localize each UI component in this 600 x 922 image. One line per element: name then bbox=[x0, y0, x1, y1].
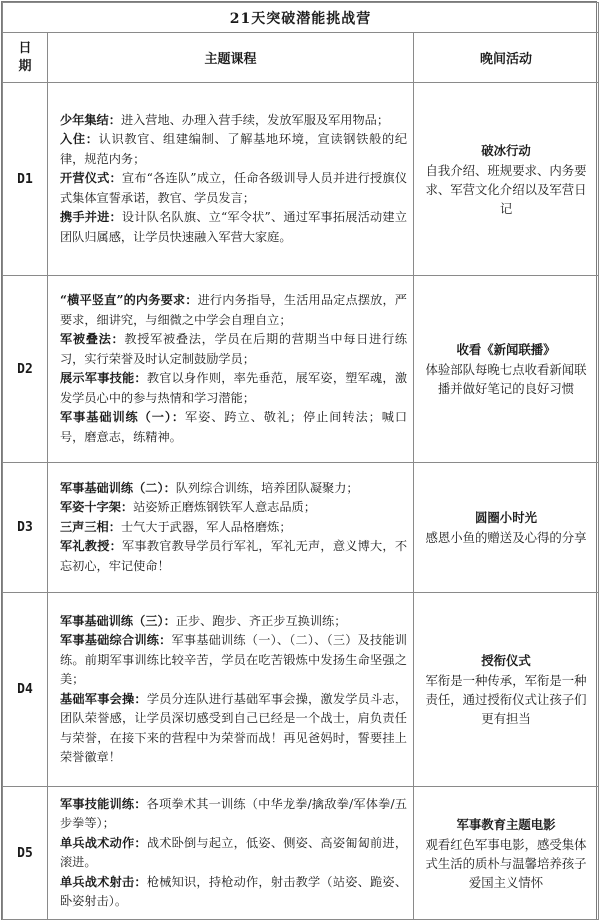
course-item-label: 军事基础综合训练： bbox=[60, 633, 172, 647]
evening-cell bbox=[414, 593, 599, 787]
evening-cell bbox=[414, 787, 599, 920]
header-course: 主题课程 bbox=[48, 33, 414, 83]
course-item bbox=[60, 612, 407, 632]
course-item bbox=[60, 291, 407, 330]
course-item bbox=[60, 518, 407, 538]
course-item-label: 单兵战术动作： bbox=[60, 835, 147, 850]
day-label: D1 bbox=[3, 83, 48, 276]
course-item bbox=[60, 873, 407, 912]
course-item bbox=[60, 479, 407, 499]
table-row bbox=[3, 787, 599, 920]
course-cell bbox=[48, 463, 414, 593]
header-day-label: 日期 bbox=[18, 40, 32, 74]
course-item-label: 三声三相： bbox=[60, 519, 121, 534]
course-item-text: 设计队名队旗、立“军令状”、通过军事拓展活动建立团队归属感，让学员快速融入军营大家庭。 bbox=[60, 210, 407, 244]
course-item-text: 学员分连队进行基础军事会操，激发学员斗志，团队荣誉感，让学员深切感受到自己已经是一个战士，肩负责任与荣誉，在接下来的营程中为荣誉而战！再见爸妈时，誓要挂上荣誉徽章！ bbox=[60, 691, 408, 764]
course-item-text: 教授军被叠法，学员在后期的营期当中每日进行练习，实行荣誉及时认定制鼓励学员； bbox=[60, 332, 408, 366]
day-label: D5 bbox=[3, 787, 48, 920]
course-item-label: 展示军事技能： bbox=[60, 371, 147, 385]
evening-text: 感恩小鱼的赠送及心得的分享 bbox=[425, 530, 587, 545]
course-item bbox=[60, 631, 407, 690]
table-row bbox=[3, 593, 599, 787]
course-item bbox=[60, 208, 407, 247]
course-cell bbox=[48, 83, 414, 276]
course-item-text: 认识教官、组建编制、了解基地环境，宣读钢铁般的纪律，规范内务； bbox=[60, 132, 408, 166]
evening-title: 破冰行动 bbox=[481, 142, 531, 158]
evening-title: 圆圈小时光 bbox=[475, 510, 537, 525]
header-evening: 晚间活动 bbox=[414, 33, 599, 83]
course-item bbox=[60, 795, 407, 834]
evening-text: 自我介绍、班规要求、内务要求、军营文化介绍以及军营日记 bbox=[425, 162, 587, 216]
table-row bbox=[3, 83, 599, 276]
schedule-table bbox=[2, 2, 599, 920]
evening-cell bbox=[414, 83, 599, 276]
evening-title: 军事教育主题电影 bbox=[456, 816, 556, 832]
course-item-label: 入住： bbox=[60, 132, 99, 147]
course-item bbox=[60, 130, 407, 169]
course-item-text: 队列综合训练，培养团队凝聚力； bbox=[175, 480, 359, 495]
course-item-text: 军事基础训练（一）、（二）、（三）及技能训练。前期军事训练比较辛苦，学员在吃苦锻炼中发扬生命坚强之美； bbox=[60, 633, 407, 686]
course-item-text: 正步、跑步、齐正步互换训练； bbox=[175, 613, 347, 628]
course-item-label: 军礼教授： bbox=[60, 539, 123, 554]
course-item-label: “横平竖直”的内务要求： bbox=[60, 293, 198, 307]
course-cell bbox=[48, 787, 414, 920]
day-label: D4 bbox=[3, 593, 48, 787]
course-item bbox=[60, 169, 407, 208]
day-label: D2 bbox=[3, 276, 48, 463]
course-item-text: 军姿、跨立、敬礼；停止间转法；喊口号，磨意志，练精神。 bbox=[60, 410, 408, 444]
evening-text: 体验部队每晚七点收看新闻联播并做好笔记的良好习惯 bbox=[425, 362, 587, 396]
evening-cell bbox=[414, 463, 599, 593]
course-item-label: 单兵战术射击： bbox=[60, 874, 147, 889]
evening-title: 收看《新闻联播》 bbox=[456, 342, 556, 357]
course-item-text: 进入营地、办理入营手续，发放军服及军用物品； bbox=[120, 112, 390, 127]
course-item-label: 携手并进： bbox=[60, 210, 122, 225]
course-item-label: 少年集结： bbox=[60, 112, 121, 127]
course-cell bbox=[48, 593, 414, 787]
course-item bbox=[60, 408, 407, 447]
table-row bbox=[3, 276, 599, 463]
course-item-text: 进行内务指导，生活用品定点摆放，严要求，细讲究，与细微之中学会自理自立； bbox=[60, 293, 407, 327]
evening-title: 授衔仪式 bbox=[481, 653, 531, 668]
course-item-label: 军姿十字架： bbox=[60, 500, 134, 515]
course-item bbox=[60, 111, 407, 131]
course-item bbox=[60, 834, 407, 873]
course-item bbox=[60, 369, 407, 408]
evening-cell bbox=[414, 276, 599, 463]
course-item bbox=[60, 330, 407, 369]
course-item-text: 宣布“各连队”成立，任命各级训导人员并进行授旗仪式集体宣誓承诺，教官、学员发言； bbox=[60, 171, 407, 205]
course-item-label: 军事基础训练（一）： bbox=[60, 410, 186, 424]
course-item-text: 各项拳术其一训练（中华龙拳/擒敌拳/军体拳/五步拳等）； bbox=[60, 796, 407, 830]
course-item-label: 基础军事会操： bbox=[60, 691, 147, 706]
course-item-text: 军事教官教导学员行军礼，军礼无声，意义博大，不忘初心，牢记使命！ bbox=[60, 539, 408, 573]
course-item-label: 开营仪式： bbox=[60, 171, 122, 186]
course-item-text: 士气大于武器，军人品格磨炼； bbox=[120, 519, 292, 534]
table-row bbox=[3, 463, 599, 593]
course-item-label: 军被叠法： bbox=[60, 332, 125, 346]
course-item-text: 枪械知识，持枪动作，射击教学（站姿、跪姿、卧姿射击）。 bbox=[60, 874, 408, 908]
day-label: D3 bbox=[3, 463, 48, 593]
course-item-text: 战术卧倒与起立，低姿、侧姿、高姿匍匐前进，滚进。 bbox=[60, 835, 408, 869]
course-item-text: 教官以身作则，率先垂范，展军姿，塑军魂，激发学员心中的参与热情和学习潜能； bbox=[60, 371, 408, 405]
course-item bbox=[60, 537, 407, 576]
header-day bbox=[3, 33, 48, 83]
course-item-label: 军事技能训练： bbox=[60, 796, 147, 811]
evening-text: 观看红色军事电影，感受集体式生活的质朴与温馨培养孩子爱国主义情怀 bbox=[425, 836, 587, 890]
course-item bbox=[60, 690, 407, 768]
schedule-sheet bbox=[1, 1, 597, 920]
course-item-text: 站姿矫正磨炼钢铁军人意志品质； bbox=[133, 500, 316, 515]
course-item-label: 军事基础训练（三）： bbox=[60, 613, 176, 628]
evening-text: 军衔是一种传承，军衔是一种责任，通过授衔仪式让孩子们更有担当 bbox=[425, 673, 587, 726]
course-item bbox=[60, 498, 407, 518]
course-item-label: 军事基础训练（二）： bbox=[60, 480, 176, 495]
course-cell bbox=[48, 276, 414, 463]
table-title: 21天突破潜能挑战营 bbox=[3, 3, 599, 33]
